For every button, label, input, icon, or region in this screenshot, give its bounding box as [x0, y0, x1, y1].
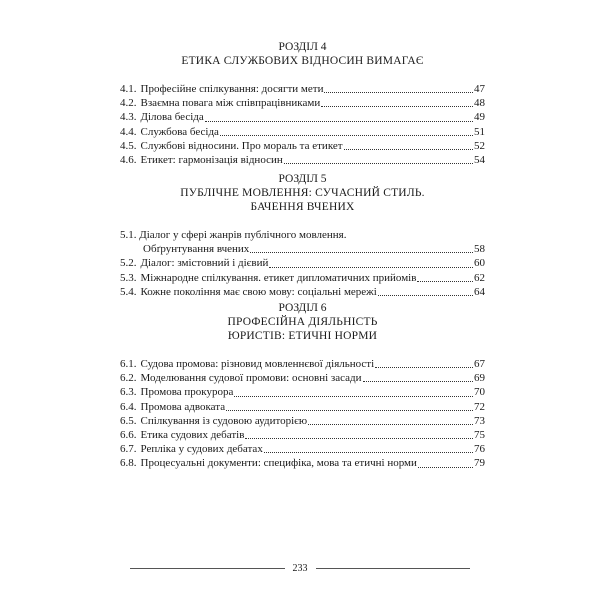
footer-rule-left — [130, 568, 285, 569]
dot-leader — [378, 294, 473, 296]
section-heading: РОЗДІЛ 4 — [278, 41, 327, 53]
dot-leader — [324, 91, 473, 93]
entry-page: 79 — [474, 457, 485, 470]
entry-number: 5.3. — [120, 271, 137, 284]
section-heading: РОЗДІЛ 5 — [278, 173, 327, 185]
entry-number: 6.2. — [120, 372, 137, 385]
entry-number: 6.7. — [120, 443, 137, 456]
entry-page: 69 — [474, 372, 485, 385]
entry-number: 6.6. — [120, 429, 137, 442]
entry-title-continued: Обґрунтування вчених — [143, 243, 250, 256]
entry-number: 4.1. — [120, 83, 137, 95]
entry-page: 48 — [474, 97, 485, 110]
toc-entry[interactable] — [120, 285, 485, 299]
section-heading: РОЗДІЛ 6 — [278, 302, 327, 314]
entry-number: 6.4. — [120, 400, 137, 413]
section-title-line: ПРОФЕСІЙНА ДІЯЛЬНІСТЬ — [227, 316, 378, 328]
dot-leader — [375, 366, 473, 368]
toc-entry[interactable] — [120, 96, 485, 110]
entry-title: Діалог: змістовний і дієвий — [140, 257, 269, 270]
toc-entry[interactable] — [120, 228, 485, 256]
entry-number: 6.5. — [120, 414, 137, 427]
page-footer — [130, 563, 470, 574]
toc-list — [120, 82, 485, 167]
entry-number: 6.8. — [120, 457, 137, 470]
entry-title: Етика судових дебатів — [140, 429, 245, 442]
entry-title: Спілкування із судовою аудиторією — [140, 414, 308, 427]
entry-page: 67 — [474, 358, 485, 370]
entry-page: 62 — [474, 271, 485, 284]
toc-entry[interactable] — [120, 400, 485, 414]
entry-title: Репліка у судових дебатах — [140, 443, 263, 456]
section-title-line: ПУБЛІЧНЕ МОВЛЕННЯ: СУЧАСНИЙ СТИЛЬ. — [180, 187, 425, 199]
toc-entry[interactable] — [120, 456, 485, 470]
entry-title: Міжнародне спілкування. етикет дипломатичних прийомів — [140, 271, 417, 284]
toc-entry[interactable] — [120, 385, 485, 399]
dot-leader — [250, 251, 473, 253]
entry-page: 60 — [474, 257, 485, 270]
dot-leader — [344, 148, 473, 150]
entry-title: Ділова бесіда — [140, 111, 204, 124]
entry-title: Службова бесіда — [140, 125, 219, 138]
toc-entry[interactable] — [120, 428, 485, 442]
entry-number: 4.2. — [120, 97, 137, 110]
section-title-line: БАЧЕННЯ ВЧЕНИХ — [250, 201, 355, 213]
toc-entry[interactable] — [120, 414, 485, 428]
toc-entry[interactable] — [120, 110, 485, 124]
entry-title: Кожне покоління має свою мову: соціальні мережі — [140, 285, 377, 298]
footer-rule-right — [316, 568, 471, 569]
entry-number: 5.2. — [120, 257, 137, 270]
dot-leader — [226, 409, 473, 411]
entry-title: Промова прокурора — [140, 386, 234, 399]
toc-entry[interactable] — [120, 357, 485, 371]
entry-page: 52 — [474, 139, 485, 152]
dot-leader — [308, 423, 473, 425]
entry-number: 4.5. — [120, 139, 137, 152]
entry-page: 47 — [474, 83, 485, 95]
entry-title: Діалог у сфері жанрів публічного мовлення. — [139, 229, 347, 241]
entry-page: 72 — [474, 400, 485, 413]
toc-entry[interactable] — [120, 371, 485, 385]
toc-entry[interactable] — [120, 82, 485, 96]
entry-number: 5.1. — [120, 229, 137, 241]
entry-number: 6.1. — [120, 358, 137, 370]
entry-page: 49 — [474, 111, 485, 124]
entry-page: 64 — [474, 285, 485, 298]
entry-title: Судова промова: різновид мовленнєвої діяльності — [140, 358, 375, 370]
dot-leader — [234, 395, 473, 397]
dot-leader — [363, 380, 473, 382]
entry-title: Професійне спілкування: досягти мети — [140, 83, 324, 95]
dot-leader — [418, 466, 473, 468]
entry-page: 51 — [474, 125, 485, 138]
entry-number: 6.3. — [120, 386, 137, 399]
dot-leader — [269, 266, 473, 268]
section-5 — [120, 172, 485, 299]
entry-title: Службові відносини. Про мораль та етикет — [140, 139, 343, 152]
page-number: 233 — [292, 563, 308, 574]
toc-list — [120, 228, 485, 299]
entry-number: 4.4. — [120, 125, 137, 138]
entry-title: Промова адвоката — [140, 400, 226, 413]
toc-entry[interactable] — [120, 256, 485, 270]
dot-leader — [264, 451, 473, 453]
toc-entry[interactable] — [120, 271, 485, 285]
entry-title: Процесуальні документи: специфіка, мова та етичні норми — [140, 457, 417, 470]
section-title-line: ЮРИСТІВ: ЕТИЧНІ НОРМИ — [227, 330, 378, 342]
entry-number: 4.6. — [120, 154, 137, 167]
dot-leader — [417, 280, 473, 282]
entry-page: 58 — [474, 243, 485, 256]
entry-page: 75 — [474, 429, 485, 442]
entry-number: 5.4. — [120, 285, 137, 298]
toc-list — [120, 357, 485, 471]
entry-title: Етикет: гармонізація відносин — [140, 154, 283, 167]
section-4 — [120, 40, 485, 167]
toc-entry[interactable] — [120, 153, 485, 167]
entry-number: 4.3. — [120, 111, 137, 124]
entry-page: 73 — [474, 414, 485, 427]
entry-page: 76 — [474, 443, 485, 456]
toc-entry[interactable] — [120, 125, 485, 139]
entry-page: 70 — [474, 386, 485, 399]
entry-page: 54 — [474, 154, 485, 167]
section-6 — [120, 301, 485, 471]
toc-entry[interactable] — [120, 442, 485, 456]
entry-title: Моделювання судової промови: основні засади — [140, 372, 362, 385]
dot-leader — [284, 162, 473, 164]
dot-leader — [205, 120, 473, 122]
toc-entry[interactable] — [120, 139, 485, 153]
section-title-line: ЕТИКА СЛУЖБОВИХ ВІДНОСИН ВИМАГАЄ — [181, 55, 424, 67]
dot-leader — [220, 134, 473, 136]
dot-leader — [245, 437, 473, 439]
entry-title: Взаємна повага між співпрацівниками — [140, 97, 321, 110]
dot-leader — [321, 105, 473, 107]
